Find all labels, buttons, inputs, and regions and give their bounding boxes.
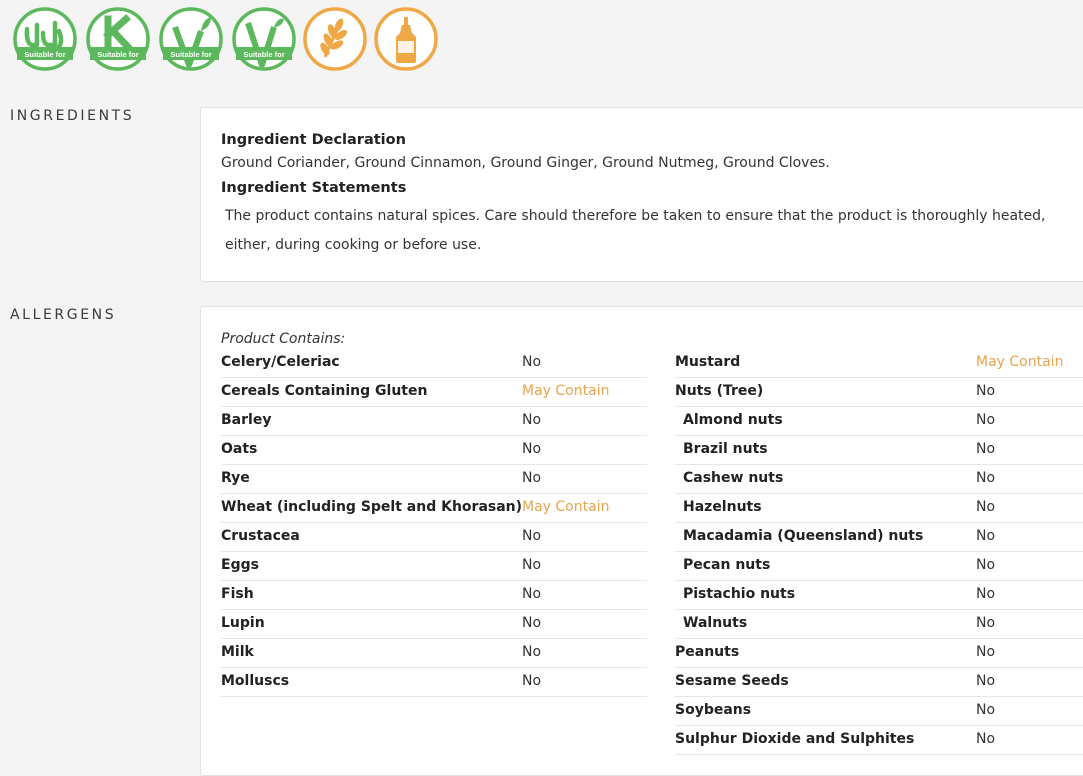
ingredient-declaration-text: Ground Coriander, Ground Cinnamon, Ground Ginger, Ground Nutmeg, Ground Cloves.: [221, 155, 830, 171]
allergen-row-oats: [221, 436, 647, 465]
badge-caption: Suitable for: [24, 50, 66, 59]
allergen-row-celery-celeriac: [221, 349, 647, 378]
product-contains-label: Product Contains:: [221, 331, 346, 347]
allergen-status: No: [976, 441, 996, 457]
allergen-status: No: [522, 586, 542, 602]
allergen-status: No: [976, 644, 996, 660]
bottle-icon: [374, 7, 438, 71]
allergen-name: Macadamia (Queensland) nuts: [683, 528, 924, 544]
allergen-name: Almond nuts: [683, 412, 783, 428]
vegetarian-icon: [159, 7, 223, 71]
allergen-row-lupin: [221, 610, 647, 639]
wheat-icon: [303, 7, 367, 71]
allergen-row-barley: [221, 407, 647, 436]
allergen-status: No: [522, 528, 542, 544]
allergen-name: Sulphur Dioxide and Sulphites: [675, 731, 915, 747]
allergen-row-wheat-including-spelt-and-khorasan: [221, 494, 647, 523]
allergens-panel: [200, 306, 1083, 776]
allergen-row-sulphur-dioxide-and-sulphites: [675, 726, 1083, 755]
allergen-name: Oats: [221, 441, 258, 457]
allergen-row-brazil-nuts: [675, 436, 1083, 465]
allergen-row-peanuts: [675, 639, 1083, 668]
allergen-row-milk: [221, 639, 647, 668]
allergen-name: Molluscs: [221, 673, 290, 689]
allergen-name: Wheat (including Spelt and Khorasan): [221, 499, 523, 515]
allergen-row-hazelnuts: [675, 494, 1083, 523]
ingredient-statements-text: The product contains natural spices. Care should therefore be taken to ensure that the product is thoroughly heated, either, during cooking or before use.: [225, 208, 1046, 253]
allergen-name: Cereals Containing Gluten: [221, 383, 428, 399]
allergen-status: No: [522, 615, 542, 631]
allergen-status: No: [976, 528, 996, 544]
allergen-row-macadamia-queensland-nuts: [675, 523, 1083, 552]
allergen-name: Celery/Celeriac: [221, 354, 340, 370]
allergen-name: Lupin: [221, 615, 265, 631]
badge-caption: Suitable for: [170, 50, 212, 59]
allergen-status: May Contain: [522, 499, 610, 515]
allergen-row-crustacea: [221, 523, 647, 552]
allergen-status: No: [522, 644, 542, 660]
allergen-name: Pecan nuts: [683, 557, 771, 573]
allergen-name: Nuts (Tree): [675, 383, 764, 399]
allergen-status: No: [976, 412, 996, 428]
allergen-row-nuts-tree: [675, 378, 1083, 407]
allergen-name: Cashew nuts: [683, 470, 784, 486]
allergen-row-mustard: [675, 349, 1083, 378]
allergen-status: No: [976, 470, 996, 486]
allergen-status: No: [976, 586, 996, 602]
allergen-row-rye: [221, 465, 647, 494]
allergen-status: No: [522, 354, 542, 370]
allergen-status: May Contain: [976, 354, 1064, 370]
ingredient-declaration-heading: Ingredient Declaration: [221, 132, 406, 148]
allergens-section-label: ALLERGENS: [10, 307, 117, 323]
allergen-row-almond-nuts: [675, 407, 1083, 436]
allergen-row-fish: [221, 581, 647, 610]
allergen-status: No: [976, 499, 996, 515]
allergen-status: No: [522, 673, 542, 689]
kosher-icon: [86, 7, 150, 71]
allergen-status: No: [976, 731, 996, 747]
allergen-status: No: [522, 470, 542, 486]
allergen-name: Barley: [221, 412, 272, 428]
allergen-name: Eggs: [221, 557, 259, 573]
allergen-row-cereals-containing-gluten: [221, 378, 647, 407]
allergen-name: Soybeans: [675, 702, 752, 718]
allergen-status: No: [522, 557, 542, 573]
allergen-name: Milk: [221, 644, 254, 660]
badge-caption: Suitable for: [97, 50, 139, 59]
allergen-name: Fish: [221, 586, 254, 602]
allergen-name: Walnuts: [683, 615, 748, 631]
allergen-row-sesame-seeds: [675, 668, 1083, 697]
allergen-name: Hazelnuts: [683, 499, 762, 515]
allergen-name: Brazil nuts: [683, 441, 768, 457]
allergen-row-pistachio-nuts: [675, 581, 1083, 610]
allergen-row-pecan-nuts: [675, 552, 1083, 581]
allergen-name: Rye: [221, 470, 250, 486]
allergen-row-cashew-nuts: [675, 465, 1083, 494]
allergen-name: Pistachio nuts: [683, 586, 796, 602]
allergens-right-column: [675, 349, 1083, 755]
vegan-icon: [232, 7, 296, 71]
allergen-status: May Contain: [522, 383, 610, 399]
allergen-name: Sesame Seeds: [675, 673, 789, 689]
allergen-status: No: [976, 702, 996, 718]
ingredient-statements-heading: Ingredient Statements: [221, 180, 407, 196]
allergen-status: No: [976, 383, 996, 399]
badge-caption: Suitable for: [243, 50, 285, 59]
allergen-status: No: [976, 557, 996, 573]
allergen-row-eggs: [221, 552, 647, 581]
allergen-name: Peanuts: [675, 644, 740, 660]
allergen-row-walnuts: [675, 610, 1083, 639]
allergen-status: No: [522, 441, 542, 457]
halal-icon: [13, 7, 77, 71]
allergen-row-soybeans: [675, 697, 1083, 726]
allergen-status: No: [976, 673, 996, 689]
allergen-status: No: [976, 615, 996, 631]
allergen-name: Crustacea: [221, 528, 300, 544]
allergen-status: No: [522, 412, 542, 428]
allergens-left-column: [221, 349, 647, 697]
allergen-name: Mustard: [675, 354, 741, 370]
allergen-row-molluscs: [221, 668, 647, 697]
ingredients-panel: [200, 107, 1083, 282]
ingredients-section-label: INGREDIENTS: [10, 108, 135, 124]
